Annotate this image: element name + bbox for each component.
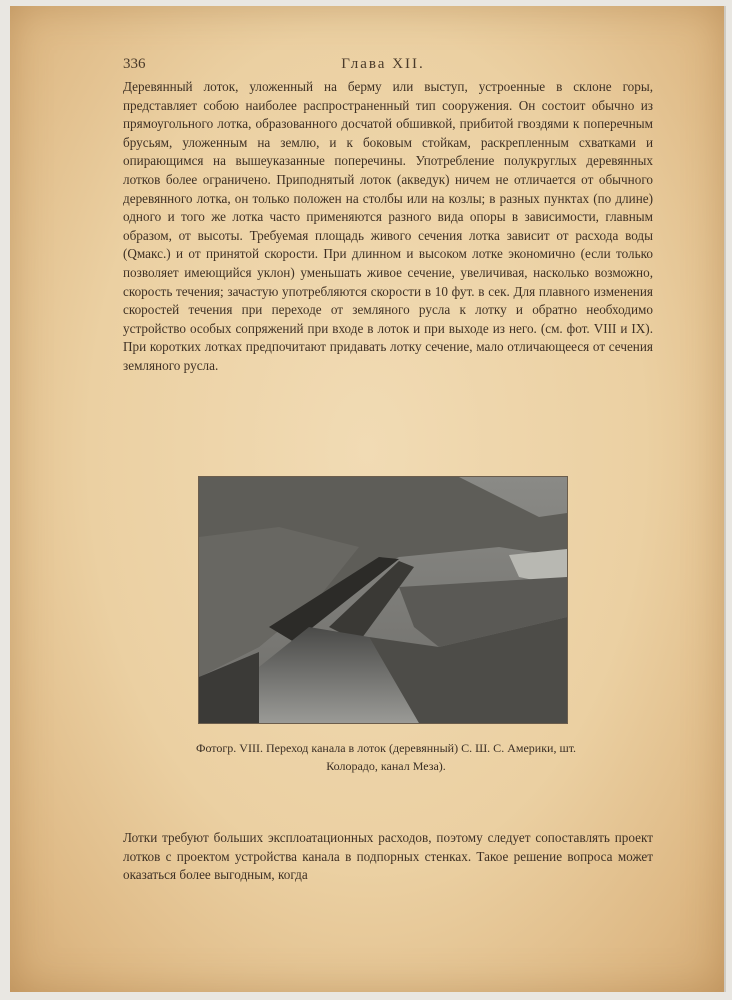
canal-flume-photo-drawing — [199, 477, 567, 723]
page-header — [123, 56, 643, 76]
body-paragraph-1: Деревянный лоток, уложенный на берму или выступ, устроенные в склоне горы, представляет собою наиболее распространенный тип сооружения. Он состоит обычно из прямоугольного лотка, образованного досчатой обшивкой, прибитой гвоздями к поперечным брусьям, уложенным на землю, и к боковым стойкам, раскрепленным схватками и опирающимся на вышеуказанные поперечины. Употребление полукруглых деревянных лотков более ограничено. Приподнятый лоток (акведук) ничем не отличается от обычного деревянного лотка, он только положен на столбы или на козлы; в разных пунктах (по длине) одного и того же лотка часто применяются разного вида опоры в зависимости, главным образом, от высоты. Требуемая площадь живого сечения лотка зависит от расхода воды (Qмакс.) и от принятой скорости. При длинном и высоком лотке экономично (если только позволяет имеющийся уклон) уменьшать живое сечение, увеличивая, насколько возможно, скорость течения; зачастую употребляются скорости в 10 фут. в сек. Для плавного изменения скоростей течения при переходе от земляного русла к лотку и обратно необходимо устройство особых сопряжений при входе в лоток и при выходе из него. (см. фот. VIII и IX). При коротких лотках предпочитают придавать лотку сечение, мало отличающееся от сечения земляного русла. — [123, 79, 653, 373]
page-number: 336 — [123, 56, 146, 72]
canal-flume-photo — [198, 476, 568, 724]
body-paragraph-2: Лотки требуют больших эксплоатационных расходов, поэтому следует сопоставлять проект лотков с проектом устройства канала в подпорных стенках. Такое решение вопроса может оказаться более выгодным, когда — [123, 830, 653, 883]
chapter-title: Глава XII. — [341, 56, 425, 72]
book-page — [10, 6, 726, 992]
photo-caption: Фотогр. VIII. Переход канала в лоток (деревянный) С. Ш. С. Америки, шт. Колорадо, канал Меза). — [195, 741, 577, 773]
